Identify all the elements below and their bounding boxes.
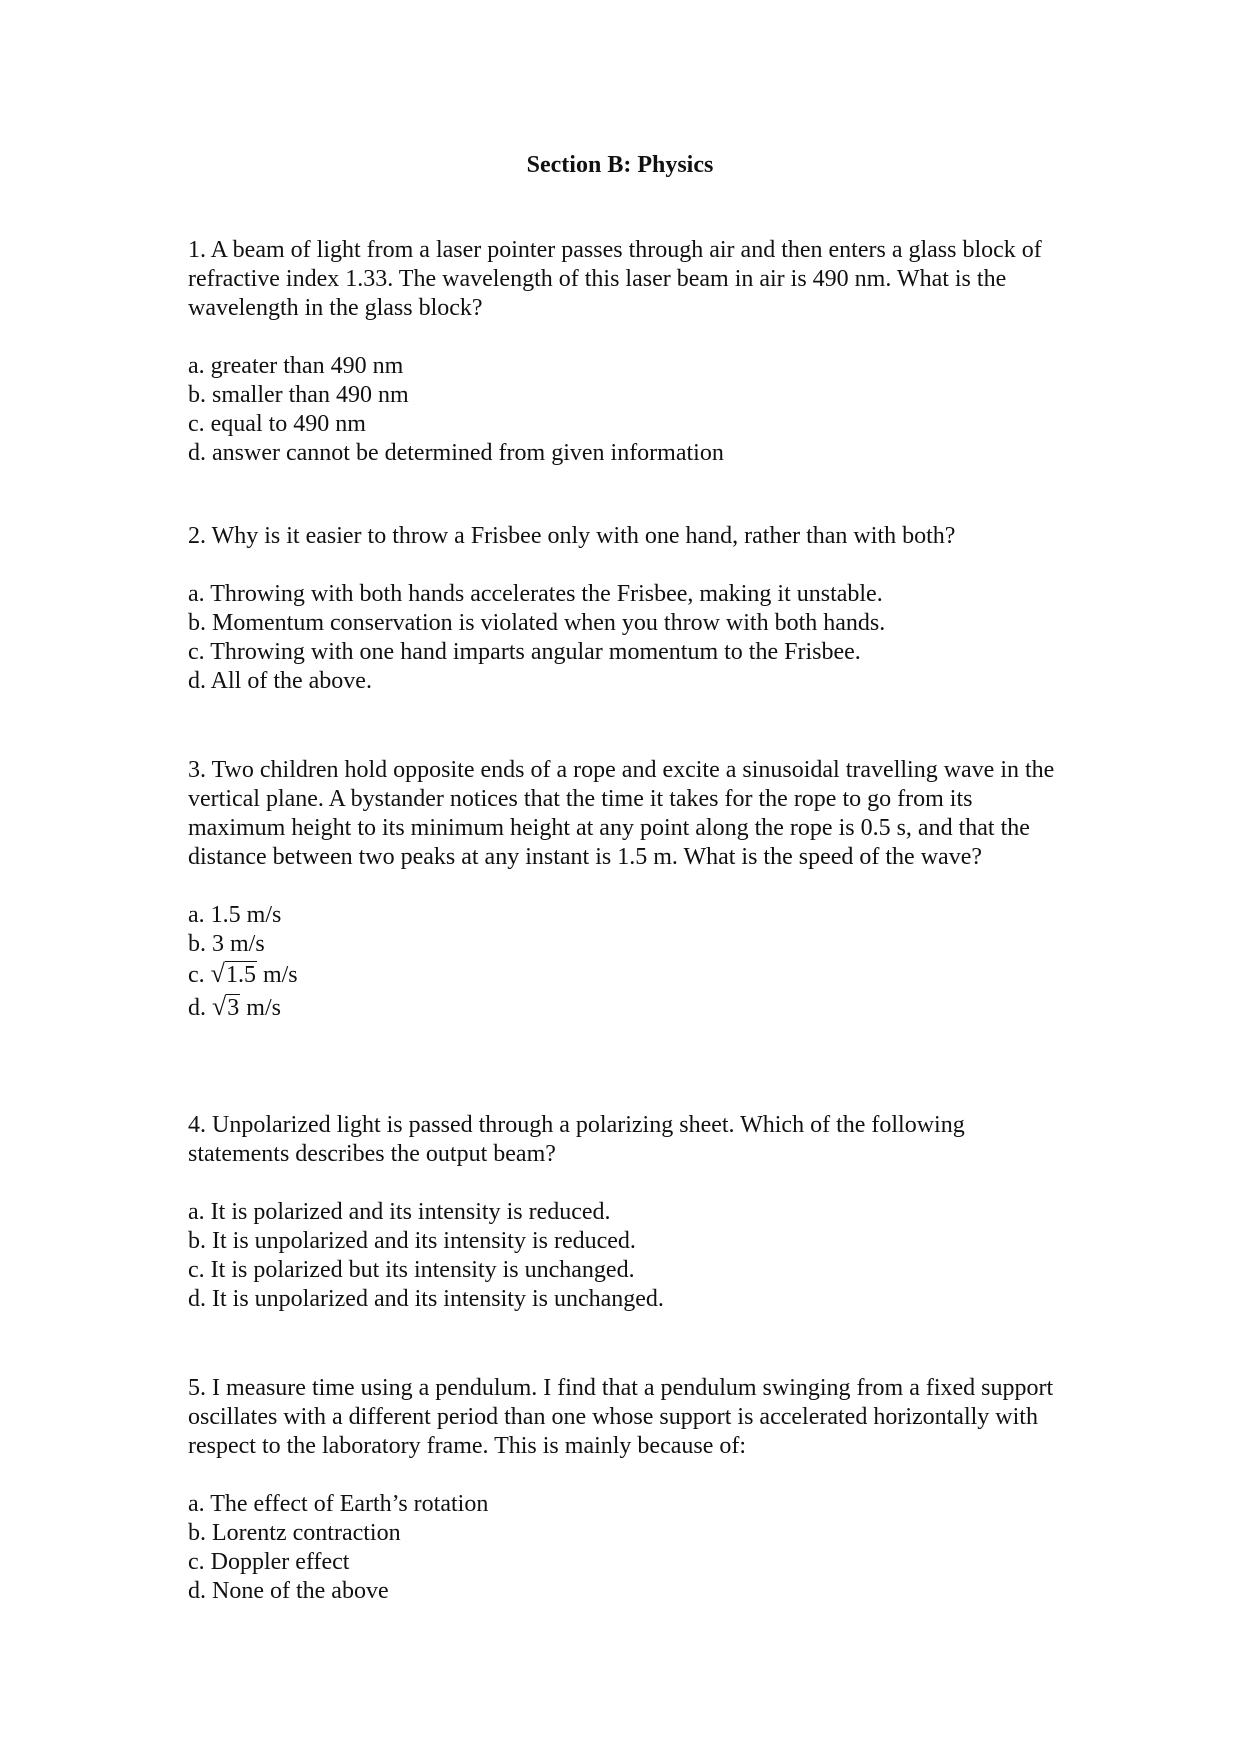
- option-a: a. greater than 490 nm: [188, 353, 404, 379]
- option-c: c. Throwing with one hand imparts angular momentum to the Frisbee.: [188, 639, 861, 665]
- radicand: 3: [227, 995, 240, 1021]
- radical-sign-icon: √: [210, 959, 225, 988]
- question-2: [188, 522, 1068, 696]
- question-3: [188, 756, 1068, 1025]
- option-d: [188, 992, 1068, 1025]
- square-root: [212, 992, 240, 1023]
- option-c: [188, 959, 1068, 992]
- question-text: 5. I measure time using a pendulum. I find that a pendulum swinging from a fixed support oscillates with a different period than one whose support is accelerated horizontally with respect to the laboratory frame. This is mainly because of:: [188, 1375, 1054, 1459]
- option-d: d. answer cannot be determined from given information: [188, 440, 724, 466]
- option-unit: m/s: [262, 962, 298, 988]
- question-text: 3. Two children hold opposite ends of a rope and excite a sinusoidal travelling wave in the vertical plane. A bystander notices that the time it takes for the rope to go from its maximum height to its minimum height at any point along the rope is 0.5 s, and that the distance between two peaks at any instant is 1.5 m. What is the speed of the wave?: [188, 757, 1055, 870]
- option-b: b. Momentum conservation is violated when you throw with both hands.: [188, 610, 886, 636]
- option-b: b. smaller than 490 nm: [188, 382, 409, 408]
- option-b: b. Lorentz contraction: [188, 1520, 401, 1546]
- option-c: c. equal to 490 nm: [188, 411, 366, 437]
- question-4: [188, 1111, 1068, 1314]
- option-c: c. It is polarized but its intensity is unchanged.: [188, 1257, 635, 1283]
- option-c: c. Doppler effect: [188, 1549, 350, 1575]
- option-d: d. It is unpolarized and its intensity is unchanged.: [188, 1286, 664, 1312]
- option-list: [188, 352, 1068, 468]
- square-root: [211, 959, 257, 990]
- radicand: 1.5: [225, 962, 256, 988]
- radical-sign-icon: √: [212, 992, 227, 1021]
- option-a: a. Throwing with both hands accelerates the Frisbee, making it unstable.: [188, 581, 883, 607]
- question-text: 2. Why is it easier to throw a Frisbee only with one hand, rather than with both?: [188, 523, 956, 549]
- option-b: b. It is unpolarized and its intensity is reduced.: [188, 1228, 636, 1254]
- question-text: 1. A beam of light from a laser pointer passes through air and then enters a glass block of refractive index 1.33. The wavelength of this laser beam in air is 490 nm. What is the wavelength in the glass block?: [188, 237, 1042, 321]
- question-text: 4. Unpolarized light is passed through a polarizing sheet. Which of the following statements describes the output beam?: [188, 1112, 965, 1167]
- option-a: a. 1.5 m/s: [188, 902, 282, 928]
- option-unit: m/s: [246, 995, 281, 1021]
- option-prefix: d.: [188, 995, 206, 1021]
- option-d: d. All of the above.: [188, 668, 372, 694]
- question-5: [188, 1374, 1068, 1606]
- option-list: [188, 1198, 1068, 1314]
- option-a: a. It is polarized and its intensity is reduced.: [188, 1199, 611, 1225]
- option-d: d. None of the above: [188, 1578, 389, 1604]
- section-title: Section B: Physics: [526, 152, 714, 178]
- option-a: a. The effect of Earth’s rotation: [188, 1491, 489, 1517]
- question-1: [188, 236, 1068, 468]
- option-list: [188, 901, 1068, 1025]
- option-list: [188, 580, 1068, 696]
- option-b: b. 3 m/s: [188, 931, 265, 957]
- option-list: [188, 1490, 1068, 1606]
- option-prefix: c.: [188, 962, 205, 988]
